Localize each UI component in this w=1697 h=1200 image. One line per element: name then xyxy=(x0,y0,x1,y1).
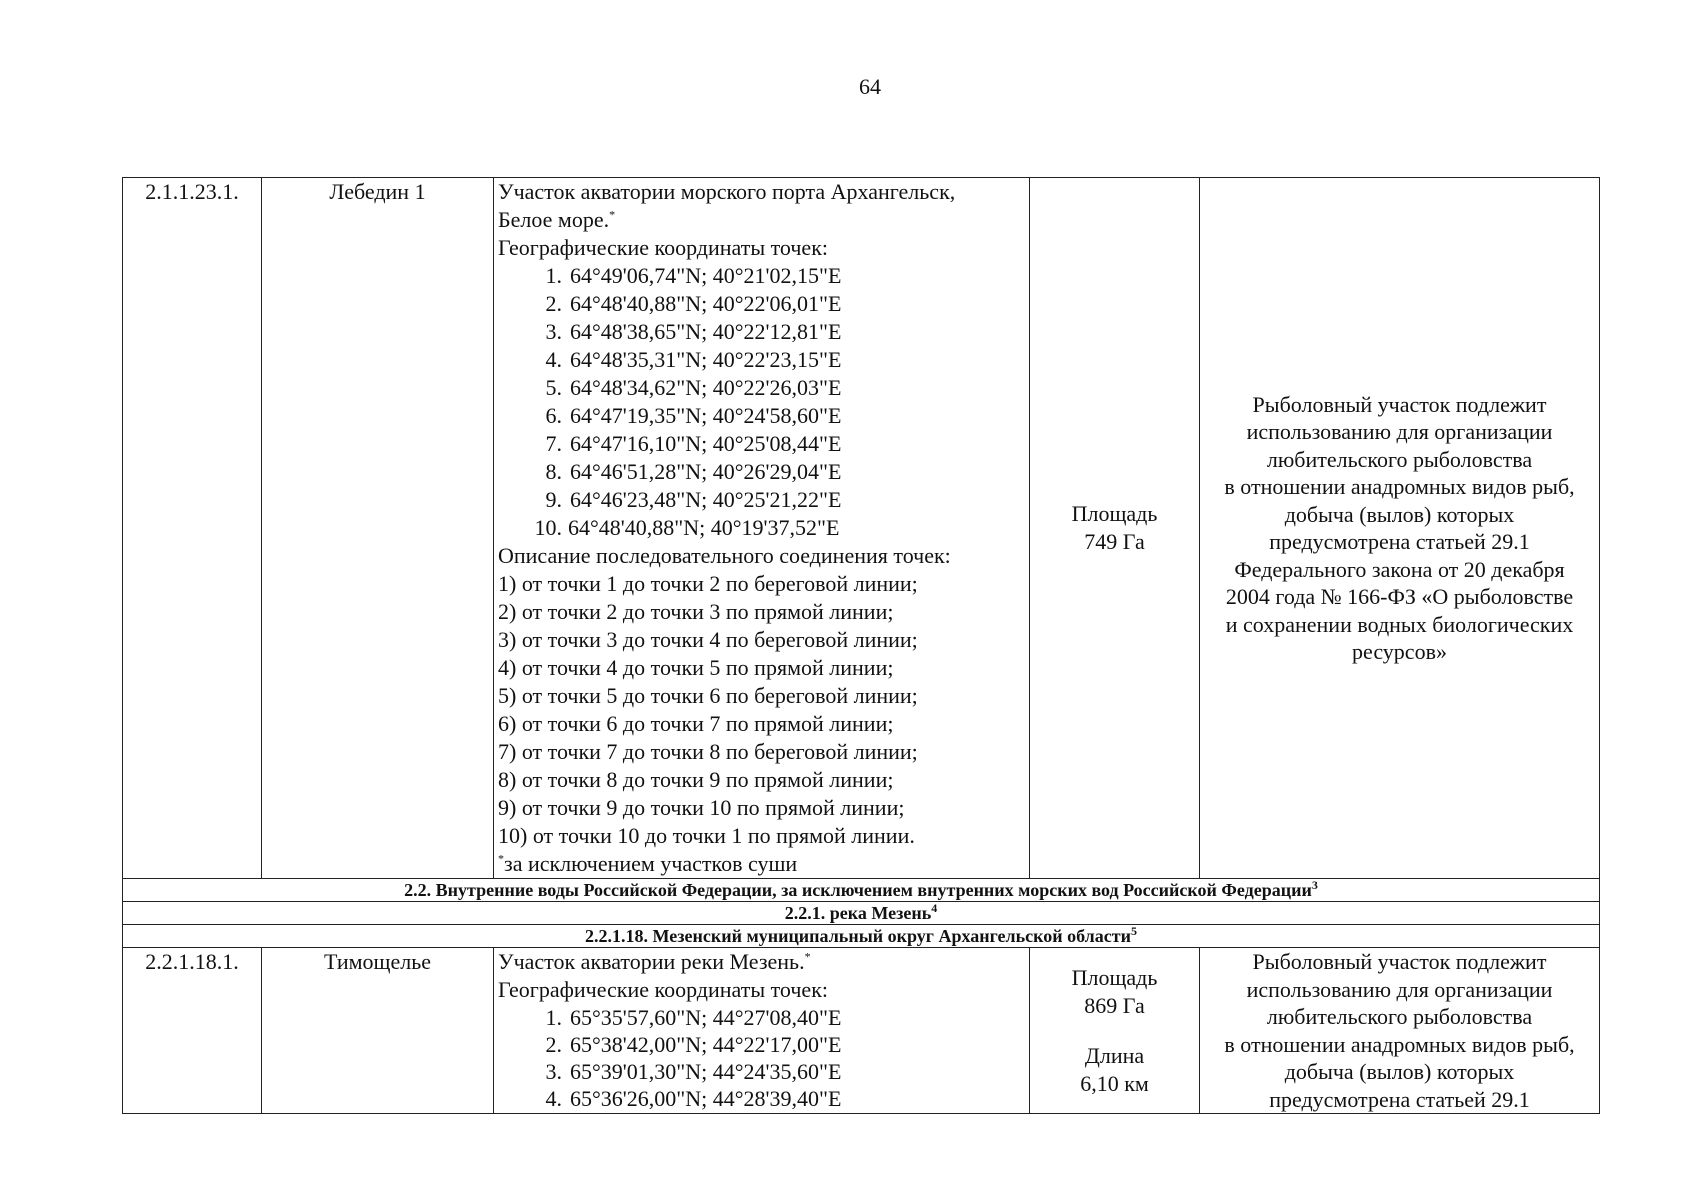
description-intro: Участок акватории реки Мезень.* xyxy=(498,949,811,974)
area-name: Лебедин 1 xyxy=(262,178,494,879)
order-item: 9) от точки 9 до точки 10 по прямой линии; xyxy=(498,795,905,820)
order-item: 10) от точки 10 до точки 1 по прямой линии. xyxy=(498,823,915,848)
description-intro-line2: Белое море.* xyxy=(498,207,616,232)
order-item: 6) от точки 6 до точки 7 по прямой линии; xyxy=(498,711,894,736)
section-heading: 2.2. Внутренние воды Российской Федерации, за исключением внутренних морских вод Российской Федерации$^3$ xyxy=(123,879,1600,902)
order-item: 3) от точки 3 до точки 4 по береговой линии; xyxy=(498,627,918,652)
row-number: 2.1.1.23.1. xyxy=(123,178,262,879)
footnote-mark: 4 xyxy=(931,901,938,915)
list-item: 3. 65°39'01,30"N; 44°24'35,60"E xyxy=(545,1059,842,1084)
row-number: 2.2.1.18.1. xyxy=(123,948,262,1114)
footnote-mark: * xyxy=(498,851,504,866)
coords-title: Географические координаты точек: xyxy=(498,977,828,1002)
footnote-mark: 3 xyxy=(1311,878,1318,892)
description-intro: Участок акватории морского порта Архангельск, xyxy=(498,179,956,204)
section-heading-row xyxy=(123,925,1600,948)
section-heading-row xyxy=(123,879,1600,902)
usage-line: предусмотрена статьей 29.1 xyxy=(1269,1086,1530,1112)
order-item: 1) от точки 1 до точки 2 по береговой линии; xyxy=(498,571,918,596)
usage-line: 2004 года № 166-ФЗ «О рыболовстве xyxy=(1225,584,1574,609)
usage-note xyxy=(1200,178,1600,879)
footnote-mark: * xyxy=(804,949,811,964)
length-value: 6,10 км xyxy=(1080,1070,1149,1096)
usage-line: Рыболовный участок подлежит xyxy=(1252,391,1547,417)
order-title: Описание последовательного соединения точек: xyxy=(498,543,951,568)
list-item: 7. 64°47'16,10"N; 40°25'08,44"E xyxy=(545,431,842,456)
list-item: 2. 64°48'40,88"N; 40°22'06,01"E xyxy=(545,291,842,316)
table-row xyxy=(123,948,1600,1114)
section-heading-row xyxy=(123,902,1600,925)
list-item: 3. 64°48'38,65"N; 40°22'12,81"E xyxy=(545,319,842,344)
area-value: 869 Га xyxy=(1084,992,1145,1018)
usage-note xyxy=(1200,948,1600,1114)
area-value: 749 Га xyxy=(1084,529,1145,554)
usage-line: Рыболовный участок подлежит xyxy=(1252,949,1547,974)
area-label: Площадь xyxy=(1071,501,1158,526)
coordinate-list xyxy=(498,1004,1025,1112)
usage-line: Федерального закона от 20 декабря xyxy=(1234,556,1565,582)
usage-line: в отношении анадромных видов рыб, xyxy=(1224,474,1575,499)
section-heading: 2.2.1. река Мезень$^4$ xyxy=(123,902,1600,925)
coordinate-list xyxy=(498,262,1025,542)
usage-line: добыча (вылов) которых xyxy=(1284,1059,1515,1084)
coords-title: Географические координаты точек: xyxy=(498,235,828,260)
area-description xyxy=(494,178,1030,879)
area-size xyxy=(1030,948,1200,1114)
list-item: 6. 64°47'19,35"N; 40°24'58,60"E xyxy=(545,403,842,428)
list-item: 2. 65°38'42,00"N; 44°22'17,00"E xyxy=(545,1032,842,1057)
usage-line: использованию для организации xyxy=(1246,976,1553,1002)
page-number: 64 xyxy=(859,74,881,99)
list-item: 4. 65°36'26,00"N; 44°28'39,40"E xyxy=(545,1086,842,1111)
order-item: 7) от точки 7 до точки 8 по береговой линии; xyxy=(498,739,918,764)
usage-line: любительского рыболовства xyxy=(1266,446,1533,472)
area-size xyxy=(1030,178,1200,879)
usage-line: любительского рыболовства xyxy=(1266,1004,1533,1029)
length-label: Длина xyxy=(1084,1042,1145,1068)
usage-line: и сохранении водных биологических xyxy=(1225,611,1574,637)
usage-line: использованию для организации xyxy=(1246,419,1553,444)
list-item: 9. 64°46'23,48"N; 40°25'21,22"E xyxy=(545,487,842,512)
list-item: 8. 64°46'51,28"N; 40°26'29,04"E xyxy=(545,459,842,484)
area-description xyxy=(494,948,1030,1114)
fishing-areas-table xyxy=(122,177,1600,1114)
area-name: Тимощелье xyxy=(262,948,494,1114)
order-item: 4) от точки 4 до точки 5 по прямой линии; xyxy=(498,655,894,680)
usage-line: предусмотрена статьей 29.1 xyxy=(1269,529,1530,554)
list-item: 1. 65°35'57,60"N; 44°27'08,40"E xyxy=(545,1005,842,1030)
usage-line: в отношении анадромных видов рыб, xyxy=(1224,1031,1575,1057)
footnote: *за исключением участков суши xyxy=(498,851,798,876)
usage-line: добыча (вылов) которых xyxy=(1284,501,1515,527)
usage-line: ресурсов» xyxy=(1352,639,1447,664)
footnote-mark: * xyxy=(609,207,616,222)
table-row xyxy=(123,178,1600,879)
order-item: 2) от точки 2 до точки 3 по прямой линии; xyxy=(498,599,894,624)
list-item: 10. 64°48'40,88"N; 40°19'37,52"E xyxy=(534,515,840,540)
footnote-mark: 5 xyxy=(1130,924,1137,938)
section-heading: 2.2.1.18. Мезенский муниципальный округ Архангельской области$^5$ xyxy=(123,925,1600,948)
area-label: Площадь xyxy=(1071,964,1158,990)
list-item: 5. 64°48'34,62"N; 40°22'26,03"E xyxy=(545,375,842,400)
list-item: 4. 64°48'35,31"N; 40°22'23,15"E xyxy=(545,347,842,372)
order-item: 5) от точки 5 до точки 6 по береговой линии; xyxy=(498,683,918,708)
list-item: 1. 64°49'06,74"N; 40°21'02,15"E xyxy=(545,263,842,288)
order-item: 8) от точки 8 до точки 9 по прямой линии; xyxy=(498,767,894,792)
